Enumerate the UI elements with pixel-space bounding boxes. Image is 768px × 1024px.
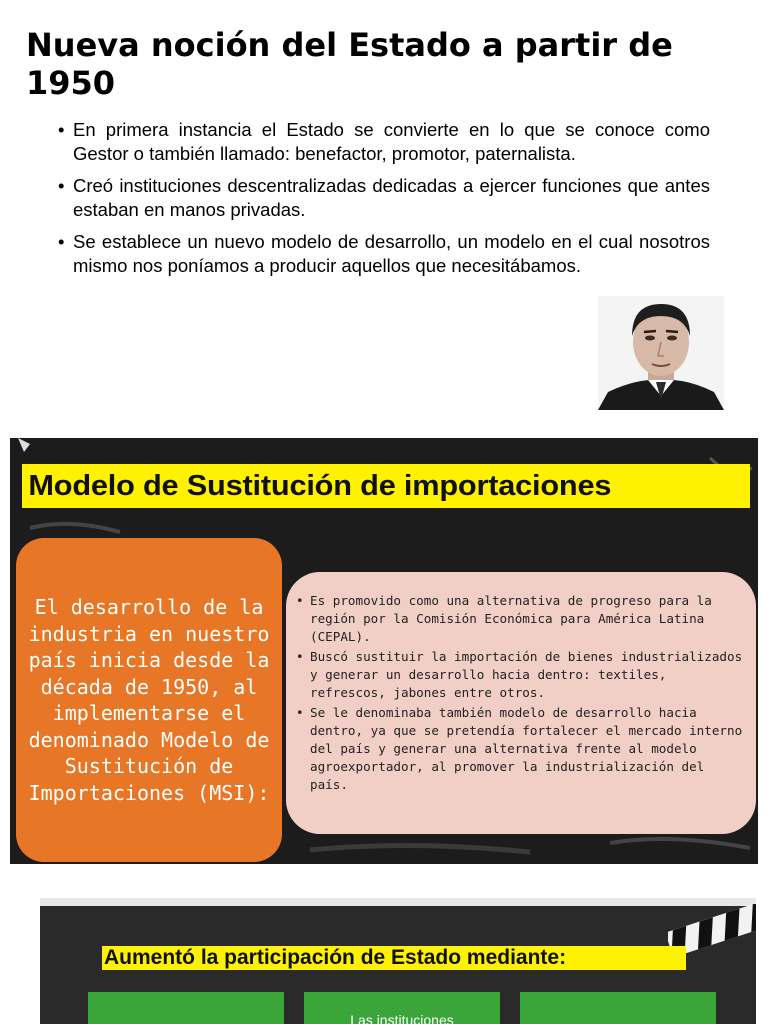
green-box-center bbox=[304, 992, 500, 1024]
slide-banner bbox=[22, 464, 750, 508]
banner-text: Aumentó la participación de Estado mediante: bbox=[104, 946, 567, 969]
orange-text-box bbox=[16, 538, 282, 862]
bullet-item: • En primera instancia el Estado se convierte en lo que se conoce como Gestor o también llamado: benefactor, promotor, paternalista. bbox=[58, 118, 710, 166]
slide-title: Nueva noción del Estado a partir de 1950 bbox=[26, 26, 673, 102]
model-slide bbox=[10, 438, 758, 864]
pink-bullet-item: • Es promovido como una alternativa de progreso para la región por la Comisión Económica para América Latina (CEPAL). bbox=[296, 592, 748, 646]
slide-frame bbox=[40, 898, 756, 906]
slide-banner bbox=[102, 946, 686, 970]
pink-bullet-list bbox=[296, 592, 748, 796]
person-portrait-icon bbox=[598, 296, 724, 410]
bullet-list bbox=[58, 118, 710, 286]
green-box-left bbox=[88, 992, 284, 1024]
pink-bullet-item: • Buscó sustituir la importación de bienes industrializados y generar un desarrollo hacia dentro: textiles, refrescos, jabones entre otros. bbox=[296, 648, 748, 702]
green-box-right bbox=[520, 992, 716, 1024]
participation-slide bbox=[40, 898, 756, 1024]
banner-text: Modelo de Sustitución de importaciones bbox=[28, 469, 612, 502]
green-box-text: Las instituciones bbox=[350, 1012, 454, 1024]
pink-bullet-item: • Se le denominaba también modelo de desarrollo hacia dentro, ya que se pretendía fortalecer el mercado interno del país y generar una alternativa frente al modelo agroexportador, al promover la industrialización del país. bbox=[296, 704, 748, 794]
orange-box-text: El desarrollo de la industria en nuestro país inicia desde la década de 1950, al implementarse el denominado Modelo de Sustitución de Importaciones (MSI): bbox=[28, 595, 270, 805]
bullet-item: • Se establece un nuevo modelo de desarrollo, un modelo en el cual nosotros mismo nos poníamos a producir aquellos que necesitábamos. bbox=[58, 230, 710, 278]
pink-bullet-box bbox=[286, 572, 756, 834]
bullet-item: • Creó instituciones descentralizadas dedicadas a ejercer funciones que antes estaban en manos privadas. bbox=[58, 174, 710, 222]
